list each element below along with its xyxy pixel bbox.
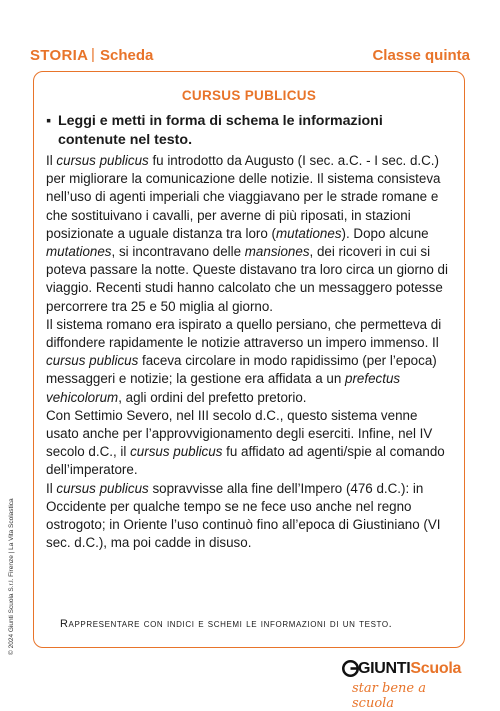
header-separator: |	[91, 46, 95, 63]
instruction	[46, 112, 446, 150]
subject-label: STORIA	[30, 47, 89, 64]
page-header	[30, 40, 470, 70]
publisher-logo	[338, 660, 468, 711]
article-body	[46, 152, 450, 552]
instruction-text: Leggi e metti in forma di schema le informazioni contenute nel testo.	[58, 113, 383, 148]
worksheet-card	[33, 71, 465, 648]
bullet-icon: ▪	[46, 113, 52, 129]
paragraph-4: Il cursus publicus sopravvisse alla fine dell’Impero (476 d.C.): in Occidente per qualche tempo se ne fece uso anche nel regno ostrogoto; in Oriente l’uso continuò fino all’epoca di Giustiniano (VI sec. d.C.), ma poi cadde in disuso.	[46, 480, 441, 551]
copyright-notice: © 2024 Giunti Scuola S.r.l. Firenze | La Vita Scolastica	[8, 498, 15, 655]
learning-objective: Rappresentare con indici e schemi le informazioni di un testo.	[60, 618, 393, 630]
logo-brand-accent: Scuola	[410, 660, 462, 677]
section-label: Scheda	[100, 47, 154, 64]
logo-brand: GIUNTI	[358, 660, 411, 677]
paragraph-3: Con Settimio Severo, nel III secolo d.C., questo sistema venne usato anche per l’approvvigionamento degli eserciti. Infine, nel IV secolo d.C., il cursus publicus fu affidato ad agenti/spie al comando dell’imperatore.	[46, 407, 445, 478]
logo-tagline: star bene a scuola	[352, 681, 426, 711]
worksheet-title: CURSUS PUBLICUS	[181, 88, 317, 103]
logo-wordmark	[358, 660, 461, 678]
grade-label: Classe quinta	[372, 47, 470, 64]
giunti-logo-icon	[342, 660, 359, 677]
paragraph-2: Il sistema romano era ispirato a quello persiano, che permetteva di diffondere rapidamente le notizie attraverso un impero immenso. Il cursus publicus faceva circolare in modo rapidissimo (per l’epoca) messaggeri e notizie; la gestione era affidata a un prefectus vehicolorum, agli ordini del prefetto pretorio.	[46, 316, 442, 405]
paragraph-1: Il cursus publicus fu introdotto da Augusto (I sec. a.C. - I sec. d.C.) per migliorare la comunicazione delle notizie. Il sistema consisteva nell’uso di agenti imperiali che viaggiavano per le strade romane e che sostituivano i cavalli, per averne di più riposati, in stazioni posizionate a uguale distanza tra loro (mutationes). Dopo alcune mutationes, si incontravano delle mansiones, dei ricoveri in cui si poteva passare la notte. Queste distavano tra loro circa un giorno di viaggio. Recenti studi hanno calcolato che un messaggero potesse percorrere tra 25 e 50 miglia al giorno.	[46, 153, 448, 314]
